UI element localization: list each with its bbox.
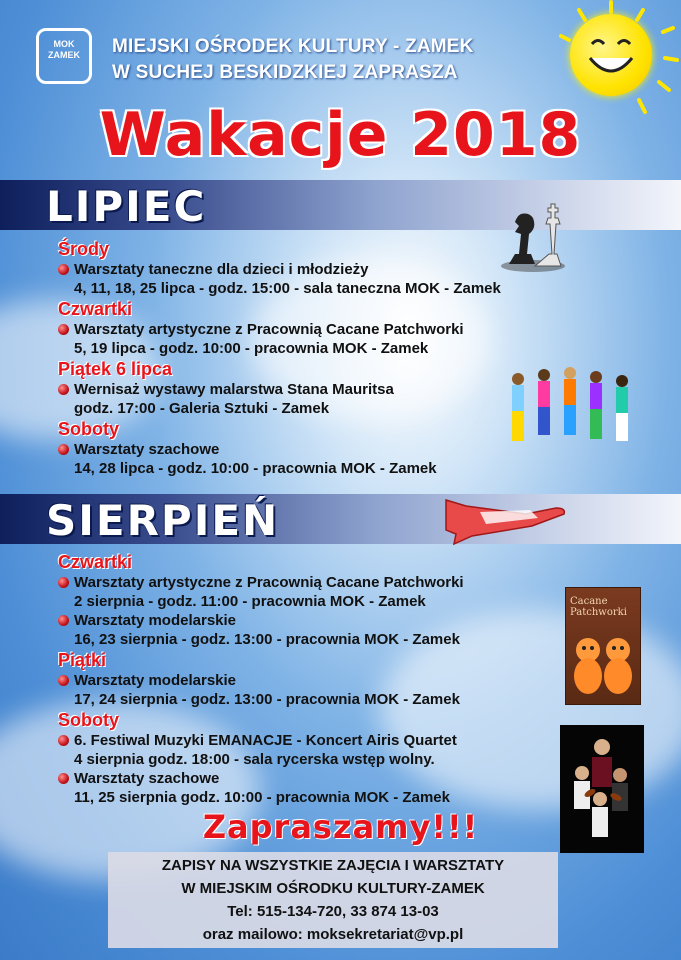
month-label-august: SIERPIEŃ xyxy=(46,496,280,545)
chess-pieces-icon xyxy=(495,184,565,272)
patchwork-bears-icon xyxy=(566,628,640,698)
mok-logo: MOK ZAMEK xyxy=(36,28,92,84)
organizer-line-2: W SUCHEJ BESKIDZKIEJ ZAPRASZA xyxy=(112,62,458,83)
bullet-icon xyxy=(58,735,69,746)
email-contact: oraz mailowo: moksekretariat@vp.pl xyxy=(202,926,464,943)
registration-line-2: W MIEJSKIM OŚRODKU KULTURY-ZAMEK xyxy=(181,880,485,897)
month-bar-july xyxy=(0,180,681,230)
event-details: 11, 25 sierpnia godz. 10:00 - pracownia MOK - Zamek xyxy=(74,789,450,806)
bullet-icon xyxy=(58,675,69,686)
event-details: godz. 17:00 - Galeria Sztuki - Zamek xyxy=(74,400,330,417)
event-title: Wernisaż wystawy malarstwa Stana Mauritsa xyxy=(74,381,394,398)
event-details: 5, 19 lipca - godz. 10:00 - pracownia MOK - Zamek xyxy=(74,340,429,357)
event-item xyxy=(58,320,501,339)
bullet-icon xyxy=(58,384,69,395)
event-item xyxy=(58,769,464,788)
bullet-icon xyxy=(58,324,69,335)
phone-numbers: Tel: 515-134-720, 33 874 13-03 xyxy=(227,903,439,920)
registration-info xyxy=(108,852,558,948)
bullet-icon xyxy=(58,577,69,588)
event-details: 2 sierpnia - godz. 11:00 - pracownia MOK - Zamek xyxy=(74,593,426,610)
event-title: Warsztaty szachowe xyxy=(74,441,220,458)
month-label-july: LIPIEC xyxy=(46,182,207,231)
organizer-line-1: MIEJSKI OŚRODEK KULTURY - ZAMEK xyxy=(112,36,474,57)
registration-line-1: ZAPISY NA WSZYSTKIE ZAJĘCIA I WARSZTATY xyxy=(161,857,505,874)
event-title: Warsztaty modelarskie xyxy=(74,612,237,629)
organizer-heading xyxy=(112,34,474,86)
jumping-children-image xyxy=(500,365,640,455)
event-title: 6. Festiwal Muzyki EMANACJE - Koncert Airis Quartet xyxy=(74,732,457,749)
day-heading: Soboty xyxy=(58,419,119,439)
bullet-icon xyxy=(58,444,69,455)
july-schedule xyxy=(58,238,501,478)
event-title: Warsztaty artystyczne z Pracownią Cacane Patchworki xyxy=(74,574,464,591)
event-item xyxy=(58,671,464,690)
day-heading: Piątek 6 lipca xyxy=(58,359,173,379)
day-heading: Czwartki xyxy=(58,299,133,319)
event-title: Warsztaty artystyczne z Pracownią Cacane Patchworki xyxy=(74,321,464,338)
invite-text: Zapraszamy!!! xyxy=(202,808,479,846)
event-details: 4 sierpnia godz. 18:00 - sala rycerska wstęp wolny. xyxy=(74,751,435,768)
poster-title: Wakacje 2018 xyxy=(99,100,582,170)
event-title: Warsztaty taneczne dla dzieci i młodzieży xyxy=(74,261,369,278)
bullet-icon xyxy=(58,773,69,784)
event-details: 16, 23 sierpnia - godz. 13:00 - pracownia MOK - Zamek xyxy=(74,631,460,648)
event-item xyxy=(58,380,501,399)
day-heading: Czwartki xyxy=(58,552,133,572)
event-details: 14, 28 lipca - godz. 10:00 - pracownia MOK - Zamek xyxy=(74,460,437,477)
event-details: 4, 11, 18, 25 lipca - godz. 15:00 - sala taneczna MOK - Zamek xyxy=(74,280,501,297)
patchwork-book-image xyxy=(565,587,641,705)
event-item xyxy=(58,731,464,750)
bullet-icon xyxy=(58,264,69,275)
event-item xyxy=(58,573,464,592)
event-title: Warsztaty szachowe xyxy=(74,770,220,787)
bullet-icon xyxy=(58,615,69,626)
model-airplane-icon xyxy=(440,488,570,548)
book-cover-text: Cacane Patchworki xyxy=(570,596,627,618)
day-heading: Soboty xyxy=(58,710,119,730)
event-title: Warsztaty modelarskie xyxy=(74,672,237,689)
august-schedule xyxy=(58,551,464,807)
month-bar-august xyxy=(0,494,681,544)
event-item xyxy=(58,260,501,279)
day-heading: Środy xyxy=(58,239,110,259)
event-details: 17, 24 sierpnia - godz. 13:00 - pracownia MOK - Zamek xyxy=(74,691,460,708)
day-heading: Piątki xyxy=(58,650,107,670)
event-item xyxy=(58,611,464,630)
event-item xyxy=(58,440,501,459)
